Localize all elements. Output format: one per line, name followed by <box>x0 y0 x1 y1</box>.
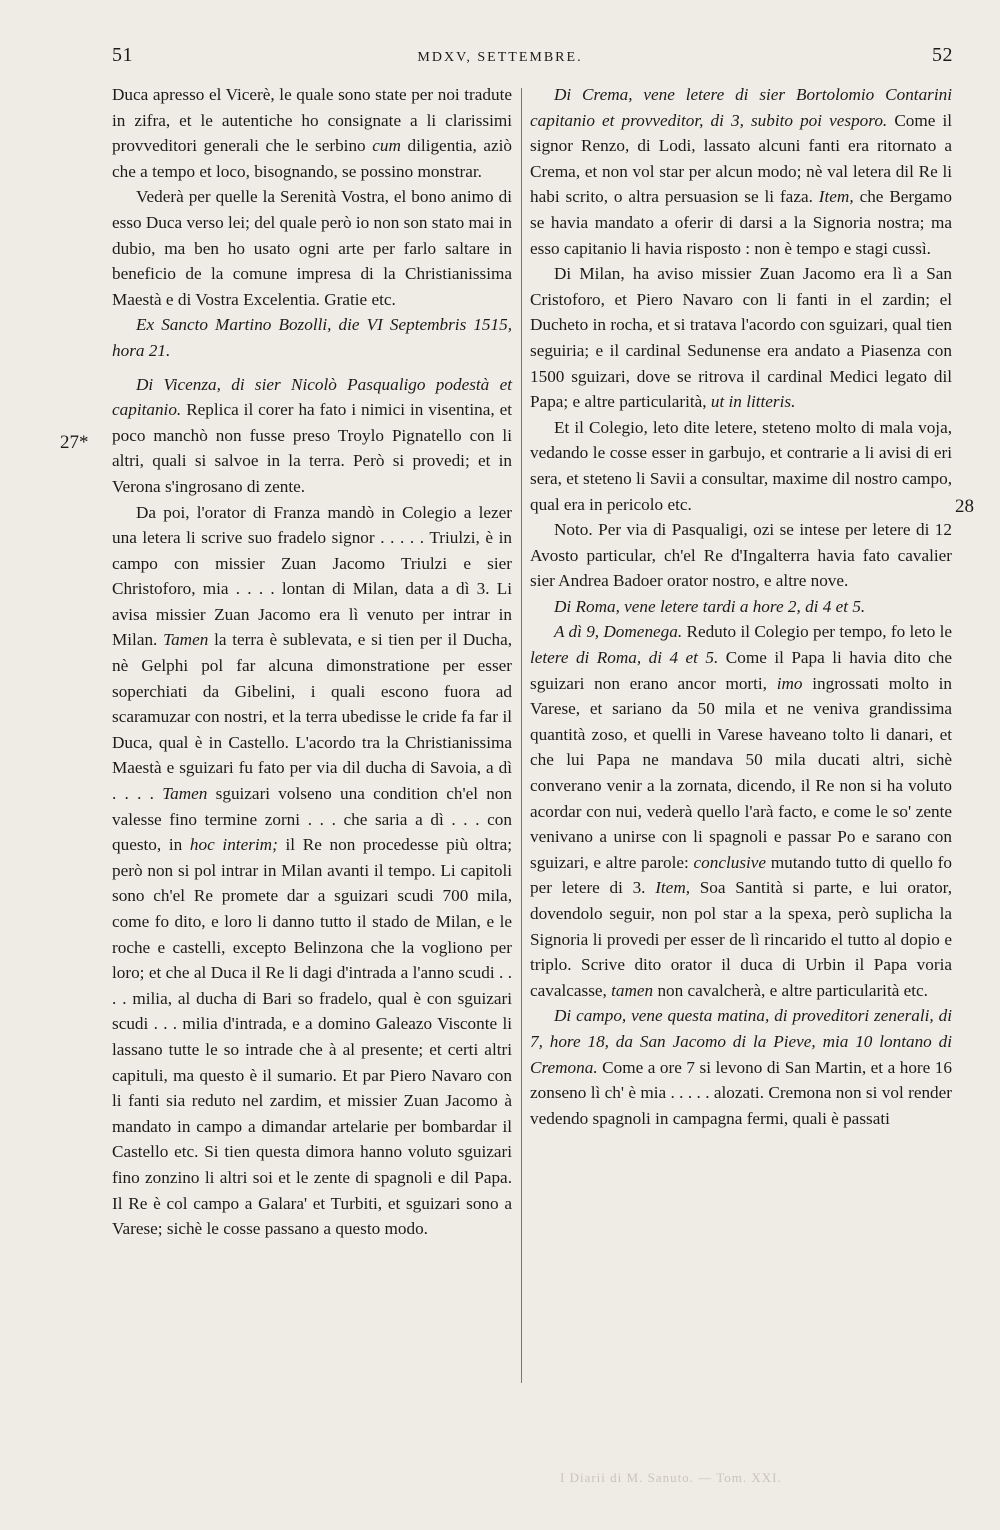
paragraph: Di campo, vene questa matina, di proveditori zenerali, di 7, hore 18, da San Jacomo di la Pieve, mia 10 lontano di Cremona. Come a ore 7 si levono di San Martin, et a hore 16 zonseno lì ch' è mia . . . . . alozati. Cremona non si vol render vedendo spagnoli in campagna fermi, quali è passati <box>530 1006 952 1128</box>
page-number-left: 51 <box>112 44 133 66</box>
margin-number-left: 27* <box>60 432 89 453</box>
paragraph: Duca apresso el Vicerè, le quale sono state per noi tradute in zifra, et le autentiche ho consignate a li clarissimi provveditori generali che le serbino cum diligentia, aziò che a tempo et loco, bisognando, se possino monstrar. <box>112 85 513 181</box>
right-column <box>530 82 952 1131</box>
margin-number-right: 28 <box>955 496 974 517</box>
paragraph: Di Roma, vene letere tardi a hore 2, di 4 et 5. <box>554 596 866 616</box>
bleed-through-signature: I Diarii di M. Sanuto. — Tom. XXI. <box>560 1470 782 1485</box>
paragraph: Et il Colegio, leto dite letere, steteno molto di mala voja, vedando le cosse esser in garbujo, et contrarie a li avisi di eri sera, et steteno li Savii a consultar, maxime dil nostro campo, qual era in pericolo etc. <box>530 417 952 514</box>
paragraph: Di Milan, ha aviso missier Zuan Jacomo era lì a San Cristoforo, et Piero Navaro con li fanti in el zardin; el Ducheto in rocha, et si tratava l'acordo con sguizari, qual tien seguiria; e il cardinal Sedunense era andato a Piasenza con 1500 sguizari, dove se ritrova il cardinal Medici legato dil Papa; e altre particularità, ut in litteris. <box>530 264 952 412</box>
paragraph: Da poi, l'orator di Franza mandò in Colegio a lezer una letera li scrive suo fradelo signor . . . . . Triulzi, è in campo con missier Zuan Jacomo Triulzi e sier Christoforo, mia . . . . lontan di Milan, data a dì 3. Li avisa missier Zuan Jacomo era lì venuto per intrar in Milan. Tamen la terra è sublevata, e si tien per il Ducha, nè Gelphi pol far alcuna dimonstratione per esser soperchiati da Gibelini, i quali escono fuora ad scaramuzar con nostri, et la terra ubedisse le cride fa far il Duca, qual è in Castello. L'acordo tra la Christianissima Maestà e sguizari fu fato per via dil ducha di Savoia, a dì . . . . Tamen sguizari volseno una condition ch'el non valesse fino termine zorni . . . che saria a dì . . . con questo, in hoc interim; il Re non procedesse più oltra; però non si pol intrar in Milan avanti il tempo. Li capitoli sono ch'el Re promete dar a sguizari scudi 700 mila, come fo dito, e loro li danno tutto il stado de Milan, e le roche e castelli, excepto Belinzona che la vogliono per loro; et che al Duca il Re li dagi d'intrada a l'anno scudi . . . . milia, al ducha di Bari so fradelo, qual è con sguizari scudi . . . milia d'intrada, e a domino Galeazo Visconte li lassano tutte le so intrade che à al presente; et certi altri capituli, ma questo è il sumario. Et par Piero Navaro con li fanti sia reduto nel zardim, et missier Zuan Jacomo à mandato in campo a dimandar artelarie per bombardar il Castello etc. Si tien questa dimora hanno voluto sguizari fino zonzino li altri soi et le zente di spagnoli e dil Papa. Il Re è col campo a Galara' et Turbiti, et sguizari sono a Varese; sichè le cosse passano a questo modo. <box>112 502 513 1239</box>
paragraph: Noto. Per via di Pasqualigi, ozi se intese per letere di 12 Avosto particular, ch'el Re d'Ingalterra havia fato cavalier sier Andrea Badoer orator nostro, e altre nove. <box>530 520 952 591</box>
paragraph: Vederà per quelle la Serenità Vostra, el bono animo di esso Duca verso lei; del quale però io non son stato mai in dubio, ma ben ho usato ogni arte per farlo saltare in beneficio de la comune impresa di la Christianissima Maestà e di Vostra Excelentia. Gratie etc. <box>112 187 512 309</box>
column-divider <box>521 88 522 1383</box>
paragraph: Di Crema, vene letere di sier Bortolomio Contarini capitanio et provveditor, di 3, subito poi vesporo. Come il signor Renzo, di Lodi, lassato alcuni fanti era ritornato a Crema, et non vol star per alcun modo; nè val letera dil Re li habi scrito, o altra persuasion se li faza. Item, che Bergamo se havia mandato a oferir di darsi a la Signoria nostra; ma esso capitanio li havia risposto : non è tempo e stagi cussì. <box>530 85 953 258</box>
paragraph: A dì 9, Domenega. Reduto il Colegio per tempo, fo leto le letere di Roma, di 4 et 5. Come il Papa li havia dito che sguizari non erano ancor morti, imo ingrossati molto in Varese, et sariano da 50 mila et ne veniva grandissima quantità zoso, et quelli in Varese haveano tolto li danari, et che lui Papa ne mandava 50 mila ducati altri, sichè converano venir a la zornata, dicendo, il Re non si ha voluto acordar con nui, vederà quello l'arà facto, e come le so' zente venivano a unirse con li spagnoli e passar Po e sarano con sguizari, e altre parole: conclusive mutando tutto di quello fo per letere di 3. Item, Soa Santità si parte, e lui orator, dovendolo seguir, non pol star a la spexa, però suplicha la Signoria li provedi per esser de lì rincarido el tutto al dopio e triplo. Scrive dito orator il duca di Urbin il Papa voria cavalcasse, tamen non cavalcherà, e altre particularità etc. <box>530 622 953 1000</box>
dateline: Ex Sancto Martino Bozolli, die VI Septembris 1515, hora 21. <box>112 315 512 360</box>
running-head: MDXV, SETTEMBRE. <box>417 50 583 65</box>
left-column <box>112 82 512 1242</box>
paragraph: Di Vicenza, di sier Nicolò Pasqualigo podestà et capitanio. Replica il corer ha fato i nimici in visentina, et poco manchò non fusse preso Troylo Pignatello con li altri, quali si salvoe in la terra. Però si provedi; et in Verona s'ingrosano di zente. <box>112 374 512 496</box>
page-number-right: 52 <box>932 44 953 66</box>
